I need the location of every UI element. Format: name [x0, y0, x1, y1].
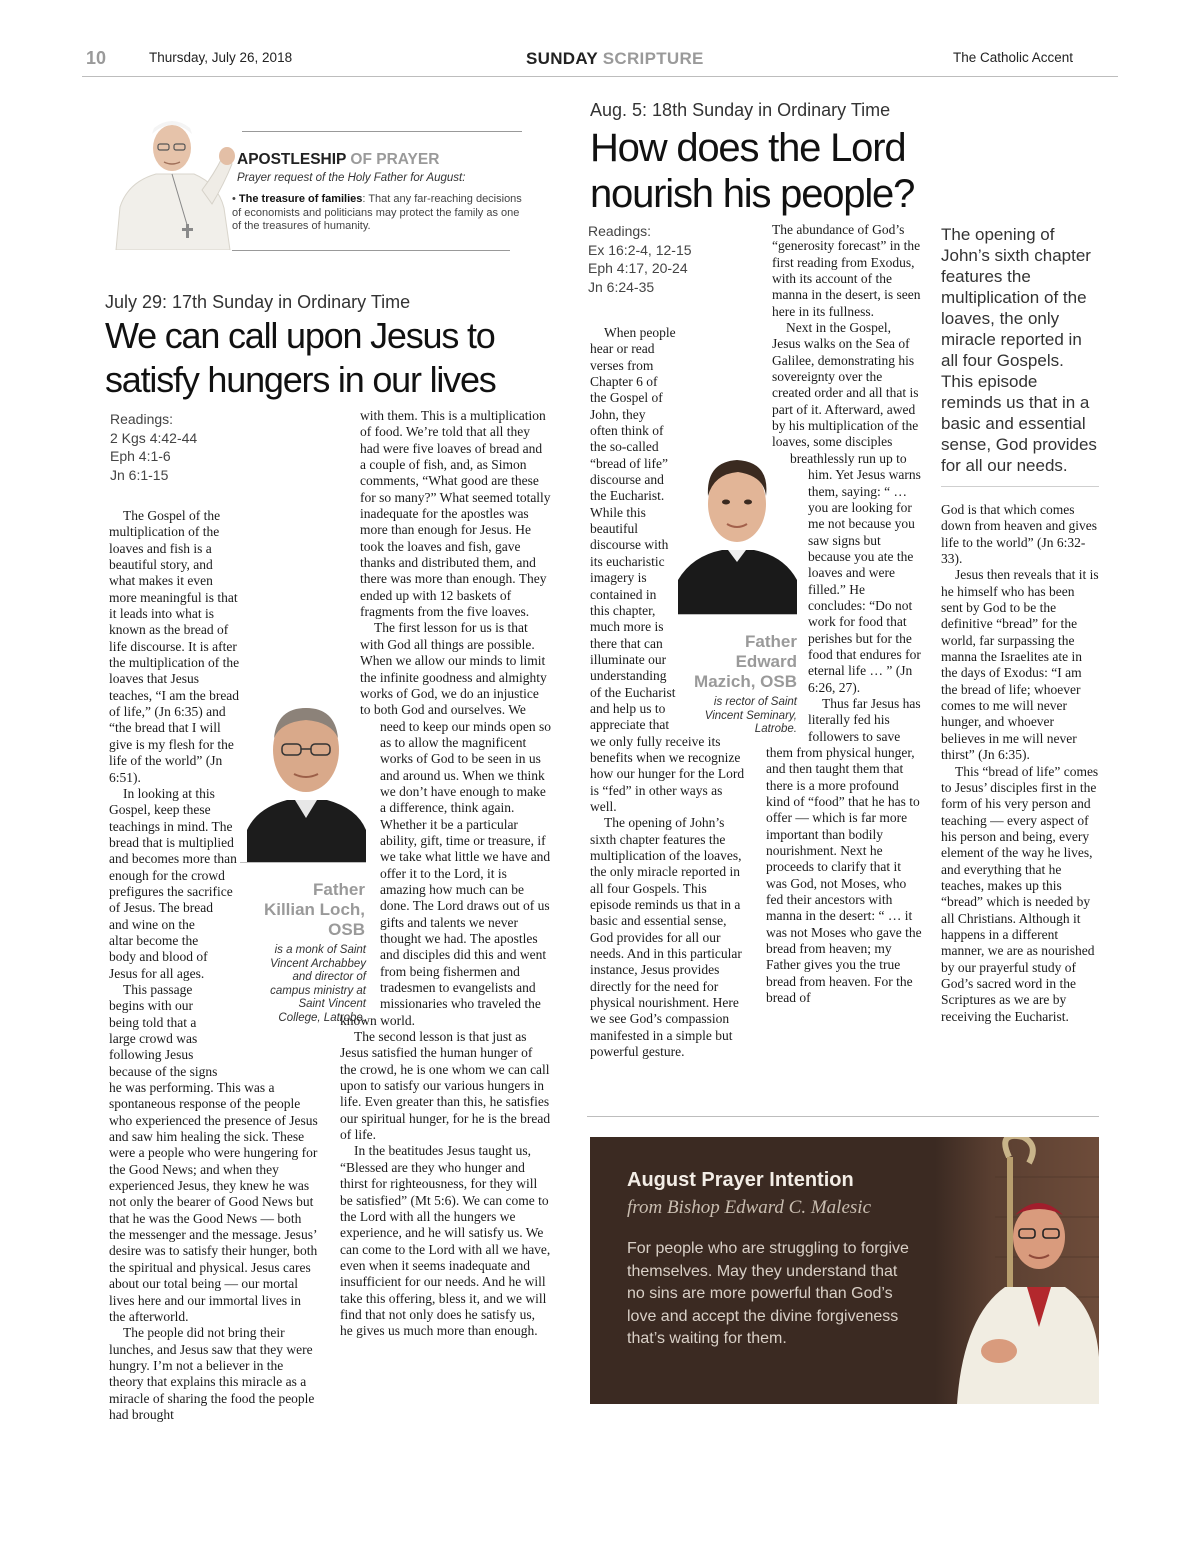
section-title-light: SCRIPTURE: [602, 49, 704, 68]
photo-wrap-spacer: [240, 704, 318, 906]
publication-name: The Catholic Accent: [953, 50, 1074, 65]
byline-wrap-spacer: [222, 906, 318, 1078]
pope-photo: [106, 112, 242, 250]
apostleship-intention: [232, 193, 522, 234]
article1-headline: [105, 314, 496, 402]
article2-pullquote: The opening of John’s sixth chapter features the multiplication of the loaves, the only miracle reported in all four Gospels. This episode reminds us that in a basic and essential sense, God provides for all our needs.: [941, 225, 1097, 475]
apostleship-title-bold: APOSTLESHIP: [237, 151, 347, 168]
article2-byline-name: Father Edward Mazich, OSB: [694, 632, 797, 691]
article1-paragraph: with them. This is a multiplication of food. We’re told that all they had were five loaves of bread and a couple of fish, and, as Simon comments, “What good are these for so many?” What seemed totally inadequate for the apostles was more than enough for Jesus. He took the loaves and fish, gave thanks and distributed them, and there was more than enough. They ended up with 12 baskets of fragments from the five loaves.: [360, 408, 551, 620]
article1-byline-name: Father Killian Loch, OSB: [263, 880, 365, 939]
article1-paragraph: The first lesson for us is that with God all things are possible. When we allow our minds to limit the infinite goodness and almighty works of God, we do an injustice to both God and ourselves. We need to keep our minds open so as to allow the magnificent works of God to be seen in us and around us. When we think we don’t have enough to make a difference, think again. Whether it be a particular ability, gift, time or treasure, if we take what little we have and offer it to the Lord, it is amazing how much can be done. The Lord draws out of us gifts and talents we never thought we had. The apostles and disciples did this and went from being fishermen and tradesmen to evangelists and missionaries who traveled the known world.: [340, 620, 551, 1028]
article2-paragraph: This “bread of life” comes to Jesus’ disciples first in the form of his very person and teaching — every aspect of his person and being, every element of the way he lives, and everything that he teaches, makes up this “bread” which is needed by all Christians. Although it happens in a different manner, we are as nourished by our prayerful study of God’s sacred word in the Scriptures as we are by receiving the Eucharist.: [941, 763, 1099, 1024]
byline-wrap-spacer: [766, 482, 808, 744]
article1-byline-description: is a monk of Saint Vincent Archabbey and director of campus ministry at Saint Vincent College, Latrobe.: [270, 944, 366, 1024]
article1-paragraph: The Gospel of the multiplication of the loaves and fish is a beautiful story, and what makes it even more meaningful is that it leads into what is known as the bread of life discourse. It is after the multiplication of the loaves that Jesus teaches, “I am the bread of life,” (Jn 6:35) and “the bread that I will give is my flesh for the life of the world” (Jn 6:51).: [109, 508, 240, 785]
bullet-icon: •: [232, 193, 236, 205]
photo-wrap-spacer: [766, 454, 790, 482]
pullquote-rule: [941, 486, 1099, 487]
article1-headline-line1: We can call upon Jesus to: [105, 315, 495, 356]
article1-kicker: July 29: 17th Sunday in Ordinary Time: [105, 292, 411, 312]
article1-headline-line2: satisfy hungers in our lives: [105, 359, 496, 400]
article1-paragraph: This passage begins with our being told that a large crowd was following Jesus because of the signs he was performing. This was a spontaneous response of the people who experienced the presence of Jesus and saw him healing the sick. These were a people who were hungering for the Good News; and when they experienced Jesus, they knew he was not only the bearer of Good News but that he was the Good News — both the messenger and the message. Jesus’ desire was to satisfy their hunger, both the spiritual and physical. Jesus cares about our total being — our mortal lives here and our immortal lives in the afterworld.: [109, 981, 318, 1324]
article2-headline-line1: How does the Lord: [590, 126, 906, 170]
article2-column2: [766, 222, 922, 1007]
article1-readings: Readings: 2 Kgs 4:42-44 Eph 4:1-6 Jn 6:1-15: [110, 411, 198, 483]
photo-wrap-spacer: [676, 443, 746, 723]
apostleship-title-light: OF PRAYER: [350, 151, 440, 168]
header-rule: [82, 76, 1118, 77]
article1-paragraph: In looking at this Gospel, keep these teachings in mind. The bread that is multiplied and becomes more than enough for the crowd prefigures the sacrifice of Jesus. The bread and wine on the altar become the body and blood of Jesus for all ages.: [109, 785, 237, 981]
article2-byline-description: is rector of Saint Vincent Seminary, Latrobe.: [704, 696, 797, 735]
photo-wrap-spacer: [340, 694, 360, 730]
prayer-box-rule: [587, 1116, 1099, 1117]
section-title: [526, 49, 704, 69]
byline-wrap-spacer: [340, 730, 380, 1008]
article2-headline-line2: nourish his people?: [590, 172, 915, 216]
article1-paragraph: The second lesson is that just as Jesus satisfied the human hunger of the crowd, he is one whom we can call upon to satisfy our various hungers in life. Even greater than this, he satisfies our spiritual hunger, for he is the bread of life.: [340, 1029, 551, 1143]
article2-paragraph: The abundance of God’s “generosity forecast” in the first reading from Exodus, with its account of the manna in the desert, is seen here in its fullness.: [772, 222, 921, 319]
article1-column1: [109, 508, 318, 1423]
article1-paragraph: The people did not bring their lunches, and Jesus saw that they were hungry. I’m not a believer in the theory that explains this miracle as a miracle of sharing the food the people had brought: [109, 1325, 315, 1422]
issue-date: Thursday, July 26, 2018: [149, 50, 293, 65]
article2-readings: Readings: Ex 16:2-4, 12-15 Eph 4:17, 20-24 Jn 6:24-35: [588, 223, 692, 295]
section-title-bold: SUNDAY: [526, 49, 598, 68]
article2-headline: [590, 125, 914, 217]
intention-heading: The treasure of families: [238, 193, 363, 205]
intention-text: : That any far-reaching decisions of economists and politicians may protect the family as one of the treasures of humanity.: [232, 193, 522, 232]
bishop-photo: [935, 1137, 1099, 1404]
apostleship-subtitle: Prayer request of the Holy Father for August:: [237, 172, 466, 184]
prayer-intention-author: from Bishop Edward C. Malesic: [627, 1197, 872, 1218]
article1-column2: [340, 408, 551, 1340]
article2-kicker: Aug. 5: 18th Sunday in Ordinary Time: [590, 100, 891, 120]
prayer-intention-title: August Prayer Intention: [627, 1169, 854, 1191]
article2-paragraph: Next in the Gospel, Jesus walks on the Sea of Galilee, demonstrating his sovereignty over the created order and all that is part of it. Afterward, awed by his multiplication of the loaves, some disciples breathlessly run up to him. Yet Jesus warns them, saying: “ … you are looking for me not because you saw signs but because you ate the loaves and were filled.” He concludes: “Do not work for food that perishes but for the food that endures for eternal life … ” (Jn 6:26, 27).: [772, 320, 921, 695]
article2-paragraph: God is that which comes down from heaven and gives life to the world” (Jn 6:32-33).: [941, 502, 1097, 567]
article1-paragraph: In the beatitudes Jesus taught us, “Blessed are they who hunger and thirst for righteousness, for they will be satisfied” (Mt 5:6). We can come to the Lord with all the hungers we experience, and he will satisfy us. We can come to the Lord with all we have, even when it seems inadequate and insufficient for our needs. And he will take this offering, bless it, and we will find that not only does he satisfy us, he gives us much more than enough.: [340, 1143, 551, 1339]
prayer-intention-text: For people who are struggling to forgive themselves. May they understand that no sins are more powerful than God’s love and accept the divine forgiveness that’s waiting for them.: [627, 1240, 909, 1347]
article2-column1: [590, 325, 746, 1060]
article2-column3: [941, 502, 1099, 1025]
article2-paragraph: The opening of John’s sixth chapter features the multiplication of the loaves, the only miracle reported in all four Gospels. This episode reminds us that in a basic and essential sense, God provides for all our needs. And in this particular instance, Jesus provides directly for the need for physical nourishment. Here we see God’s compassion manifested in a simple but powerful gesture.: [590, 815, 742, 1060]
apostleship-bottom-rule: [232, 250, 510, 251]
apostleship-title: [237, 151, 439, 169]
page-number: 10: [86, 48, 107, 68]
article2-paragraph: Thus far Jesus has literally fed his followers to save them from physical hunger, and then taught them that there is a more profound kind of “food” that he has to offer — which is far more important than bodily nourishment. Next he proceeds to clarify that it was God, not Moses, who fed their ancestors with manna in the desert: “ … it was not Moses who gave the bread from heaven; my Father gives you the true bread from heaven. For the bread of: [766, 695, 922, 1006]
article2-paragraph: When people hear or read verses from Chapter 6 of the Gospel of John, they often think of the so-called “bread of life” discourse and the Eucharist. While this beautiful discourse with its eucharistic imagery is contained in this chapter, much more is there that can illuminate our understanding of the Eucharist and help us to appreciate that we only fully receive its benefits when we recognize how our hunger for the Lord is “fed” in other ways as well.: [590, 325, 745, 814]
prayer-intention-box: [590, 1137, 1099, 1404]
article2-paragraph: Jesus then reveals that it is he himself who has been sent by God to be the definitive “bread” for the world, far surpassing the manna the Israelites ate in the days of Exodus: “I am the bread of life; whoever comes to me will never hunger, and whoever believes in me will never thirst” (Jn 6:35).: [941, 567, 1099, 763]
